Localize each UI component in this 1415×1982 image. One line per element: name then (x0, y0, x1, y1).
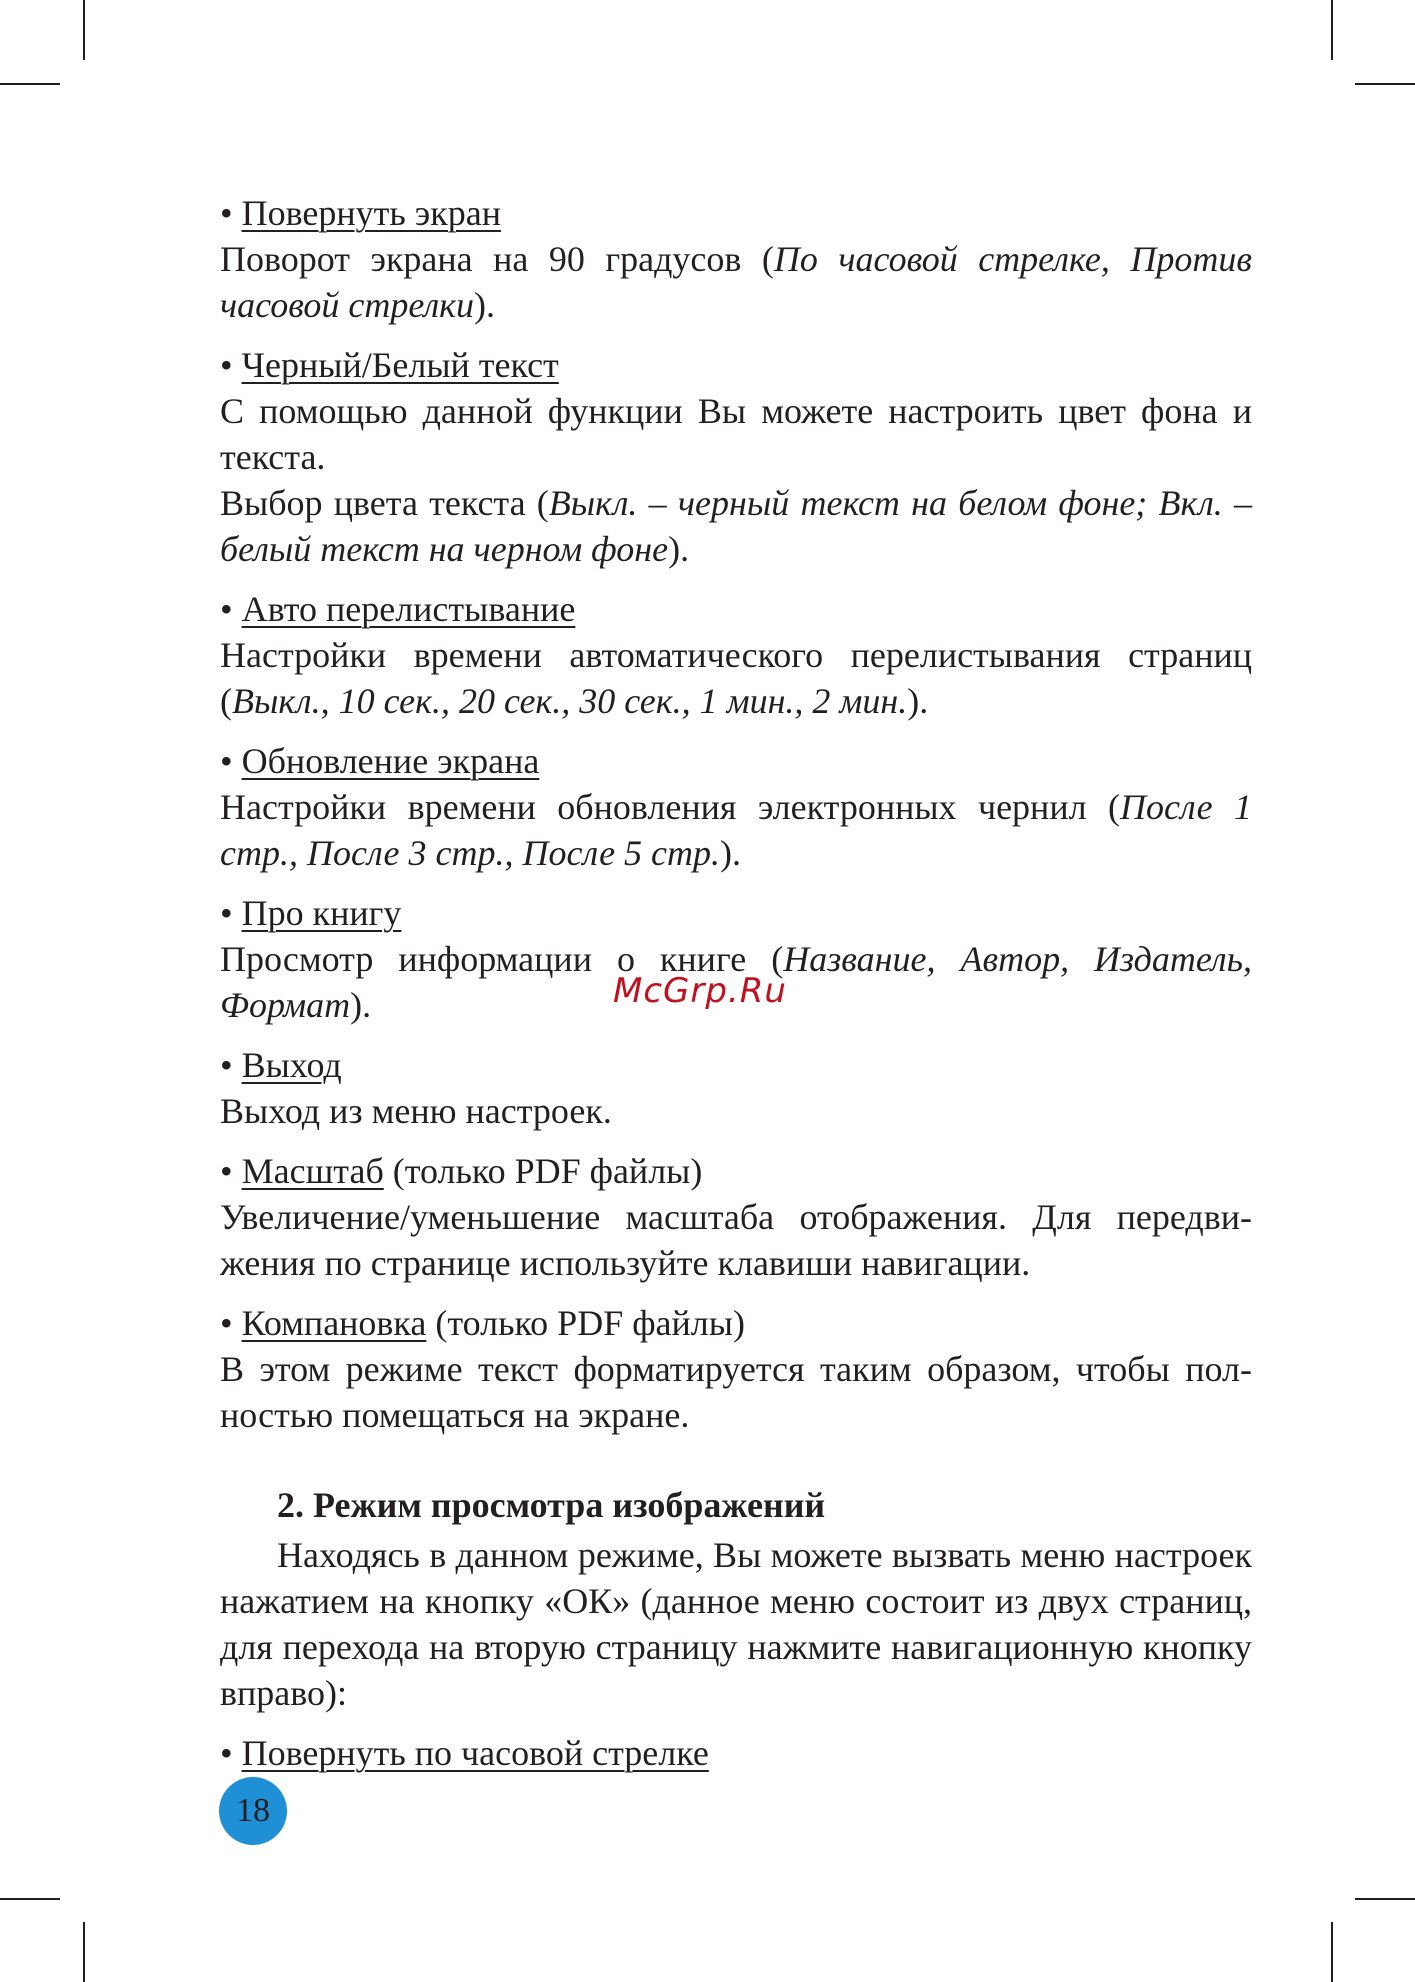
page-number-badge: 18 (219, 1777, 287, 1845)
bullet: • (220, 345, 233, 385)
description-text: Поворот экрана на 90 градусов ( (220, 239, 774, 279)
crop-mark (0, 1898, 60, 1900)
item-title-text: Компановка (241, 1303, 427, 1343)
crop-mark (83, 0, 85, 60)
crop-mark (0, 83, 60, 85)
item-title (220, 738, 1252, 784)
bullet: • (220, 1045, 233, 1085)
item-title-text: Выход (241, 1045, 342, 1085)
item-description (220, 1346, 1252, 1438)
description-text: ). (350, 985, 372, 1025)
bullet: • (220, 1151, 233, 1191)
list-item (220, 190, 1252, 328)
item-title-text: Обновление экрана (241, 741, 540, 781)
settings-list (220, 190, 1252, 1438)
description-text: ). (720, 833, 742, 873)
description-text: ). (907, 681, 929, 721)
description-italic: Название, Автор, Издатель, Формат (220, 939, 1252, 1025)
description-italic: Выкл., 10 сек., 20 сек., 30 сек., 1 мин., 2 мин. (232, 681, 908, 721)
item-title (220, 890, 1252, 936)
section-item-title (220, 1730, 1252, 1776)
list-item (220, 586, 1252, 724)
description-text: С помощью данной функции Вы можете настроить цвет фона и текста. (220, 391, 1252, 477)
bullet: • (220, 893, 233, 933)
bullet: • (220, 1303, 233, 1343)
item-title (220, 190, 1252, 236)
item-title (220, 1300, 1252, 1346)
bullet: • (220, 1733, 233, 1773)
description-text: Просмотр информации о книге ( (220, 939, 784, 979)
description-text: Настройки времени автоматического перелистывания страниц ( (220, 635, 1252, 721)
bullet: • (220, 741, 233, 781)
list-item (220, 738, 1252, 876)
list-item (220, 1300, 1252, 1438)
crop-mark (1355, 83, 1415, 85)
item-note: (только PDF файлы) (383, 1151, 703, 1191)
description-text: ). (474, 285, 496, 325)
watermark: McGrp.Ru (613, 971, 787, 1011)
bullet: • (220, 193, 233, 233)
item-description (220, 1194, 1252, 1286)
item-title-text: Авто перелистывание (241, 589, 576, 629)
list-item (220, 342, 1252, 572)
item-title-text: Черный/Белый текст (241, 345, 559, 385)
item-title-text: Про книгу (241, 893, 402, 933)
item-title (220, 342, 1252, 388)
image-view-section (220, 1482, 1252, 1776)
item-title-text: Повернуть экран (241, 193, 501, 233)
description-italic: По часовой стрелке, Против часовой стрелки (220, 239, 1252, 325)
crop-mark (1331, 1922, 1333, 1982)
list-item (220, 1148, 1252, 1286)
item-description (220, 388, 1252, 572)
section-heading: 2. Режим просмотра изображений (277, 1485, 826, 1525)
item-description (220, 236, 1252, 328)
description-text: Выбор цвета текста ( (220, 483, 549, 523)
item-title (220, 1148, 1252, 1194)
list-item (220, 1042, 1252, 1134)
item-title (220, 1042, 1252, 1088)
description-text: Выход из меню настроек. (220, 1091, 612, 1131)
item-title-text: Повернуть по часовой стрелке (241, 1733, 709, 1773)
description-text: Увеличение/уменьшение масштаба отображения. Для передвижения по странице используйте клавиши навигации. (220, 1197, 1252, 1283)
item-note: (только PDF файлы) (426, 1303, 745, 1343)
item-description (220, 1088, 1252, 1134)
item-title (220, 586, 1252, 632)
crop-mark (1355, 1898, 1415, 1900)
section-paragraph: Находясь в данном режиме, Вы можете вызвать меню настроек нажатием на кнопку «ОК» (данное меню состоит из двух страниц, для перехода на вторую страницу нажмите навигационную кнопку вправо): (220, 1535, 1252, 1713)
item-description (220, 784, 1252, 876)
description-italic: После 1 стр., После 3 стр., После 5 стр. (220, 787, 1252, 873)
description-italic: Выкл. – черный текст на белом фоне; Вкл. – белый текст на черном фоне (220, 483, 1252, 569)
description-text: Настройки времени обновления электронных чернил ( (220, 787, 1120, 827)
item-description (220, 632, 1252, 724)
crop-mark (83, 1922, 85, 1982)
description-text: ). (668, 529, 690, 569)
item-title-text: Масштаб (241, 1151, 384, 1191)
description-text: В этом режиме текст форматируется таким образом, чтобы полностью помещаться на экране. (220, 1349, 1252, 1435)
crop-mark (1331, 0, 1333, 60)
bullet: • (220, 589, 233, 629)
